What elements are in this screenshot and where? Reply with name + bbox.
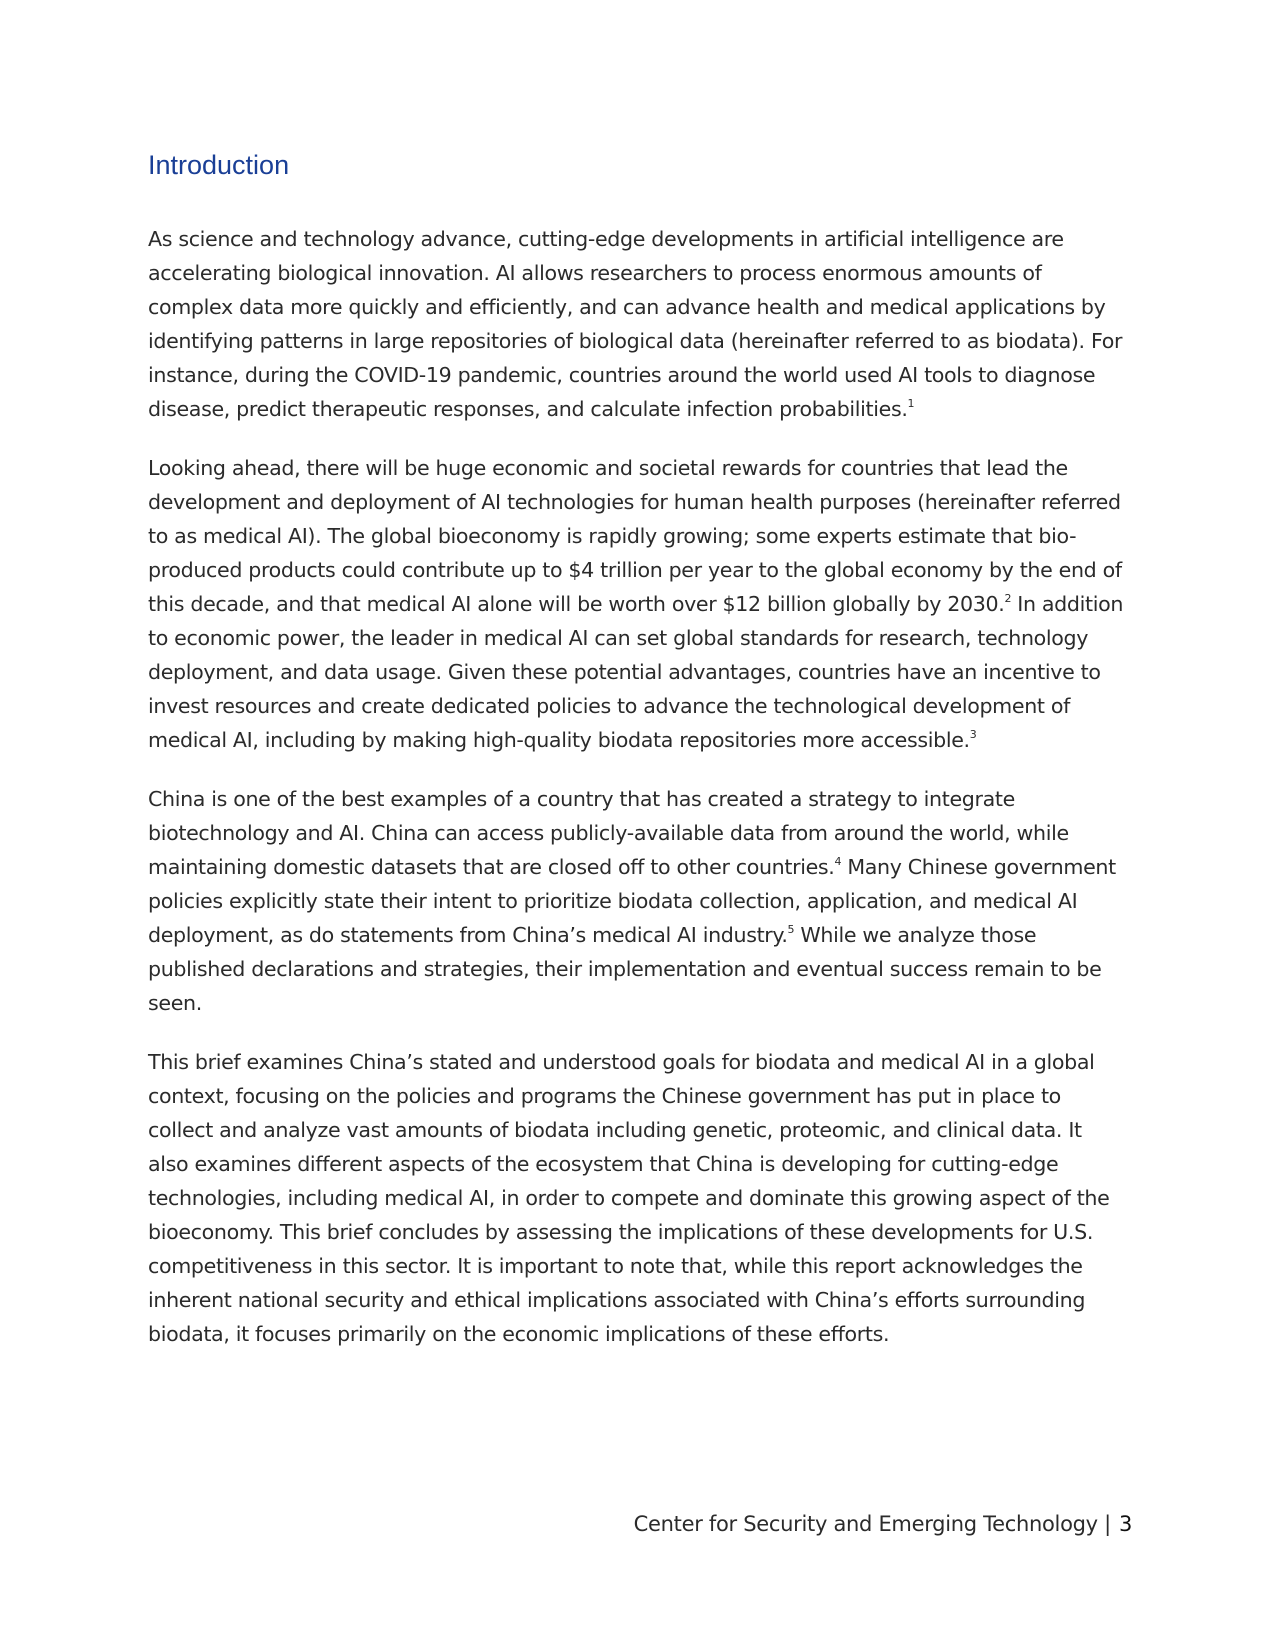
footnote-ref[interactable]: 1 <box>907 397 915 410</box>
paragraph-text: As science and technology advance, cutting-edge developments in artificial intelligence are accelerating biological innovation. AI allows researchers to process enormous amounts of complex data more quickly and efficiently, and can advance health and medical applications by identifying patterns in large repositories of biological data (hereinafter referred to as biodata). For instance, during the COVID-19 pandemic, countries around the world used AI tools to diagnose disease, predict therapeutic responses, and calculate infection probabilities. <box>148 227 1123 421</box>
footnote-ref[interactable]: 3 <box>969 728 977 741</box>
paragraph <box>148 451 1128 757</box>
section-heading: Introduction <box>148 150 290 180</box>
paragraph-text: China is one of the best examples of a country that has created a strategy to integrate biotechnology and AI. China can access publicly-available data from around the world, while maintaining domestic datasets that are closed off to other countries. <box>148 787 1069 879</box>
footnote-ref[interactable]: 2 <box>1004 592 1012 605</box>
paragraph <box>148 1045 1128 1351</box>
paragraph <box>148 222 1128 426</box>
footnote-ref[interactable]: 4 <box>834 855 842 868</box>
paragraph-text: This brief examines China’s stated and understood goals for biodata and medical AI in a global context, focusing on the policies and programs the Chinese government has put in place to collect and analyze vast amounts of biodata including genetic, proteomic, and clinical data. It also examines different aspects of the ecosystem that China is developing for cutting-edge technologies, including medical AI, in order to compete and dominate this growing aspect of the bioeconomy. This brief concludes by assessing the implications of these developments for U.S. competitiveness in this sector. It is important to note that, while this report acknowledges the inherent national security and ethical implications associated with China’s efforts surrounding biodata, it focuses primarily on the economic implications of these efforts. <box>148 1050 1110 1346</box>
body-text <box>148 222 1128 1376</box>
page-footer <box>634 1512 1132 1536</box>
paragraph-text: Many Chinese government policies explicitly state their intent to prioritize biodata collection, application, and medical AI deployment, as do statements from China’s medical AI industry. <box>148 855 1116 947</box>
page-number: 3 <box>1118 1512 1132 1536</box>
footnote-ref[interactable]: 5 <box>787 923 795 936</box>
paragraph-text: Looking ahead, there will be huge economic and societal rewards for countries that lead the development and deployment of AI technologies for human health purposes (hereinafter referred to as medical AI). The global bioeconomy is rapidly growing; some experts estimate that bio-produced products could contribute up to $4 trillion per year to the global economy by the end of this decade, and that medical AI alone will be worth over $12 billion globally by 2030. <box>148 456 1122 616</box>
footer-org: Center for Security and Emerging Technology | <box>633 1512 1111 1536</box>
paragraph-text: While we analyze those published declarations and strategies, their implementation and eventual success remain to be seen. <box>148 923 1102 1015</box>
paragraph-text: In addition to economic power, the leader in medical AI can set global standards for research, technology deployment, and data usage. Given these potential advantages, countries have an incentive to invest resources and create dedicated policies to advance the technological development of medical AI, including by making high-quality biodata repositories more accessible. <box>148 592 1124 752</box>
paragraph <box>148 782 1128 1020</box>
